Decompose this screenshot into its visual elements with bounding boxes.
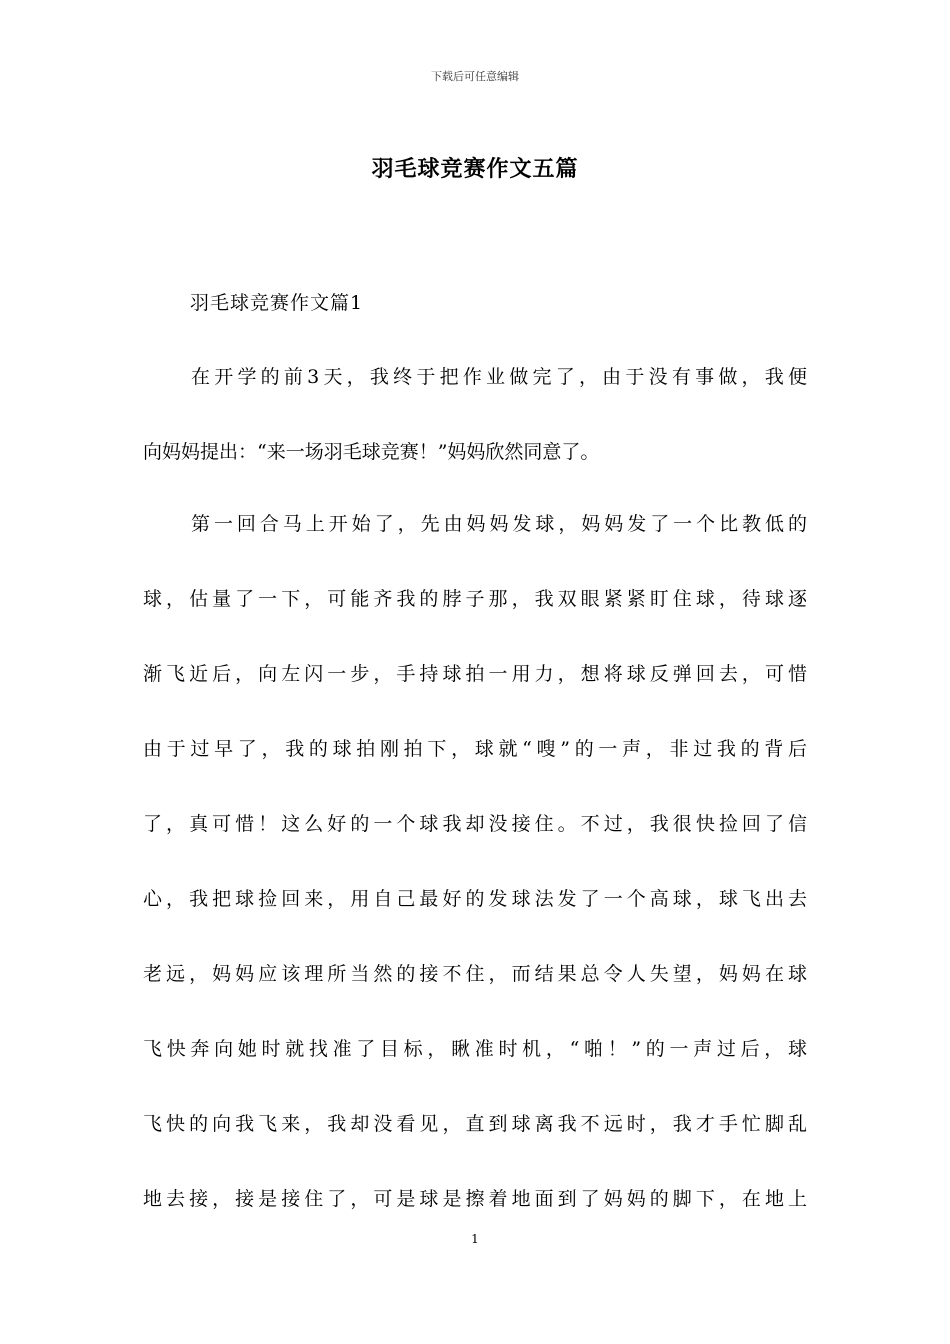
paragraph-line: 飞快奔向她时就找准了目标，瞅准时机，“啪！”的一声过后，球 [143, 1038, 807, 1060]
header-note: 下载后可任意编辑 [431, 70, 519, 83]
document-title: 羽毛球竞赛作文五篇 [371, 156, 579, 182]
paragraph-line: 向妈妈提出：“来一场羽毛球竞赛！”妈妈欣然同意了。 [143, 441, 600, 463]
paragraph-line: 了，真可惜！这么好的一个球我却没接住。不过，我很快捡回了信 [143, 813, 807, 835]
paragraph-line: 由于过早了，我的球拍刚拍下，球就“嗖”的一声，非过我的背后 [143, 738, 807, 760]
paragraph-line: 在开学的前3天，我终于把作业做完了，由于没有事做，我便 [191, 366, 807, 388]
paragraph-line: 飞快的向我飞来，我却没看见，直到球离我不远时，我才手忙脚乱 [143, 1113, 807, 1135]
paragraph-1 [143, 340, 807, 490]
paragraph-2 [143, 487, 807, 1237]
paragraph-line: 渐飞近后，向左闪一步，手持球拍一用力，想将球反弹回去，可惜 [143, 663, 807, 685]
paragraph-line: 地去接，接是接住了，可是球是擦着地面到了妈妈的脚下，在地上 [143, 1188, 807, 1210]
section-heading: 羽毛球竞赛作文篇1 [190, 292, 364, 314]
paragraph-line: 第一回合马上开始了，先由妈妈发球，妈妈发了一个比教低的 [191, 513, 807, 535]
page-number: 1 [471, 1232, 479, 1246]
paragraph-line: 心，我把球捡回来，用自己最好的发球法发了一个高球，球飞出去 [143, 888, 807, 910]
paragraph-line: 球，估量了一下，可能齐我的脖子那，我双眼紧紧盯住球，待球逐 [143, 588, 807, 610]
paragraph-line: 老远，妈妈应该理所当然的接不住，而结果总令人失望，妈妈在球 [143, 963, 807, 985]
